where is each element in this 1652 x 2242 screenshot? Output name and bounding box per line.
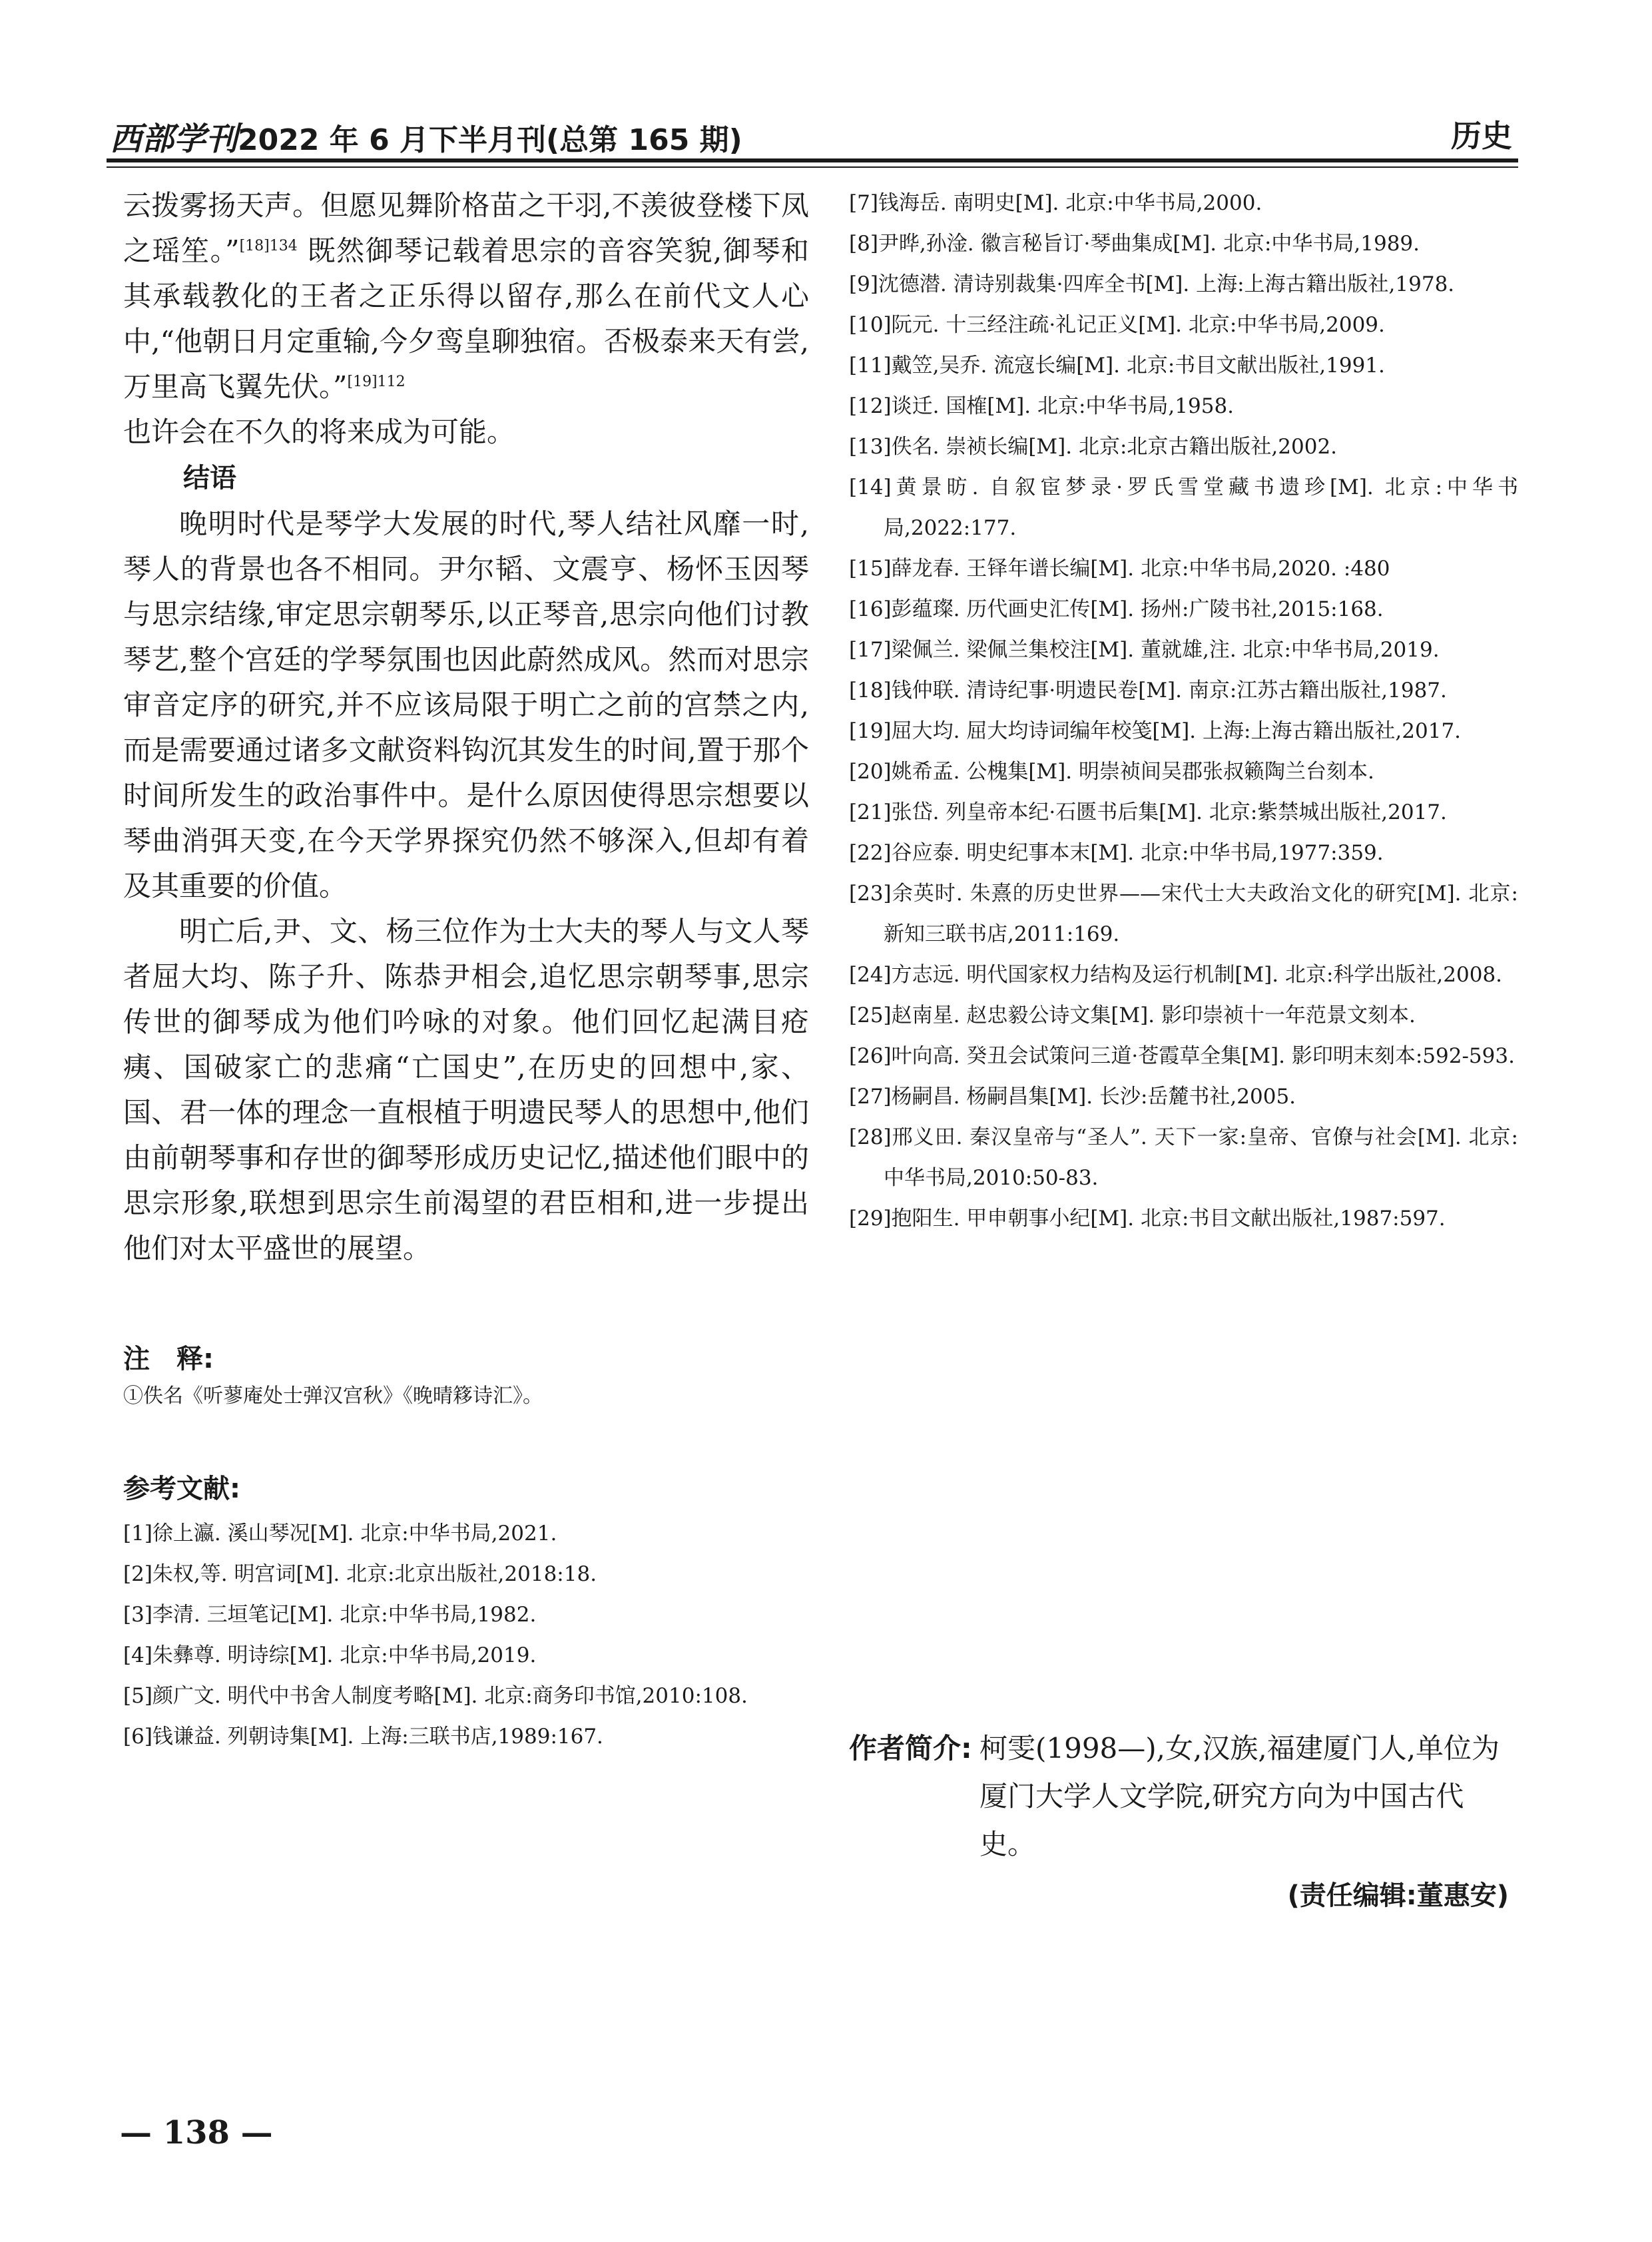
- reference-item: [15]薛龙春. 王铎年谱长编[M]. 北京:中华书局,2020. :480: [849, 557, 1390, 581]
- reference-item: [28]邢义田. 秦汉皇帝与“圣人”. 天下一家:皇帝、官僚与社会[M]. 北京:中华书局,2010:50-83.: [849, 1125, 1518, 1190]
- responsible-editor: (责任编辑:董惠安): [1287, 1880, 1509, 1911]
- author-bio: [849, 1725, 1518, 1868]
- journal-header: [110, 113, 742, 159]
- section-label: 历史: [1451, 118, 1512, 154]
- header-rule: [107, 158, 1518, 162]
- header-rule-thin: [107, 166, 1518, 168]
- conclusion-heading: 结语: [183, 463, 236, 493]
- body-paragraph: [123, 183, 809, 455]
- reference-item: [22]谷应泰. 明史纪事本末[M]. 北京:中华书局,1977:359.: [849, 841, 1384, 865]
- reference-item: [29]抱阳生. 甲申朝事小纪[M]. 北京:书目文献出版社,1987:597.: [849, 1207, 1446, 1231]
- reference-item: [12]谈迁. 国榷[M]. 北京:中华书局,1958.: [849, 394, 1235, 418]
- reference-item: [6]钱谦益. 列朝诗集[M]. 上海:三联书店,1989:167.: [123, 1725, 603, 1749]
- reference-item: [2]朱权,等. 明宫词[M]. 北京:北京出版社,2018:18.: [123, 1562, 597, 1586]
- body-text: 既然御琴记载着思宗的音容笑貌,御琴和其承载教化的王者之正乐得以留存,那么在前代文人心中,“他朝日月定重输,今夕鸾皇聊独宿。否极泰来天有尝,万里高飞翼先伏。”: [123, 234, 809, 403]
- reference-item: [3]李清. 三垣笔记[M]. 北京:中华书局,1982.: [123, 1603, 537, 1627]
- reference-item: [18]钱仲联. 清诗纪事·明遗民卷[M]. 南京:江苏古籍出版社,1987.: [849, 679, 1447, 702]
- author-bio-label: 作者简介:: [849, 1732, 972, 1765]
- references-heading: 参考文献:: [123, 1474, 240, 1504]
- reference-item: [13]佚名. 崇祯长编[M]. 北京:北京古籍出版社,2002.: [849, 435, 1338, 459]
- reference-item: [9]沈德潜. 清诗别裁集·四库全书[M]. 上海:上海古籍出版社,1978.: [849, 272, 1455, 296]
- notes-heading: 注 释:: [123, 1344, 214, 1374]
- body-paragraph: 晚明时代是琴学大发展的时代,琴人结社风靡一时,琴人的背景也各不相同。尹尔韬、文震亨、杨怀玉因琴与思宗结缘,审定思宗朝琴乐,以正琴音,思宗向他们讨教琴艺,整个宫廷的学琴氛围也因此蔚然成风。然而对思宗审音定序的研究,并不应该局限于明亡之前的宫禁之内,而是需要通过诸多文献资料钩沉其发生的时间,置于那个时间所发生的政治事件中。是什么原因使得思宗想要以琴曲消弭天变,在今天学界探究仍然不够深入,但却有着及其重要的价值。: [123, 507, 809, 902]
- reference-item: [10]阮元. 十三经注疏·礼记正义[M]. 北京:中华书局,2009.: [849, 313, 1385, 337]
- body-text: 也许会在不久的将来成为可能。: [123, 416, 515, 448]
- reference-item: [8]尹晔,孙淦. 徽言秘旨订·琴曲集成[M]. 北京:中华书局,1989.: [849, 232, 1420, 256]
- reference-item: [14]黄景昉. 自叙宦梦录·罗氏雪堂藏书遗珍[M]. 北京:中华书局,2022:177.: [849, 475, 1518, 540]
- issue-info: 2022 年 6 月下半月刊(总第 165 期): [238, 123, 742, 157]
- reference-item: [23]余英时. 朱熹的历史世界——宋代士大夫政治文化的研究[M]. 北京:新知三联书店,2011:169.: [849, 882, 1518, 946]
- body-paragraph: 明亡后,尹、文、杨三位作为士大夫的琴人与文人琴者屈大均、陈子升、陈恭尹相会,追忆思宗朝琴事,思宗传世的御琴成为他们吟咏的对象。他们回忆起满目疮痍、国破家亡的悲痛“亡国史”,在历史的回想中,家、国、君一体的理念一直根植于明遗民琴人的思想中,他们由前朝琴事和存世的御琴形成历史记忆,描述他们眼中的思宗形象,联想到思宗生前渴望的君臣相和,进一步提出他们对太平盛世的展望。: [123, 915, 809, 1264]
- reference-item: [7]钱海岳. 南明史[M]. 北京:中华书局,2000.: [849, 191, 1262, 215]
- reference-item: [19]屈大均. 屈大均诗词编年校笺[M]. 上海:上海古籍出版社,2017.: [849, 719, 1462, 743]
- reference-item: [24]方志远. 明代国家权力结构及运行机制[M]. 北京:科学出版社,2008.: [849, 963, 1503, 987]
- note-item: ①佚名《听蓼庵处士弹汉宫秋》《晚晴簃诗汇》。: [123, 1384, 543, 1408]
- reference-item: [11]戴笠,吴乔. 流寇长编[M]. 北京:书目文献出版社,1991.: [849, 354, 1385, 378]
- right-column: [849, 183, 1518, 1239]
- citation-superscript: [18]134: [239, 238, 298, 254]
- page-number: — 138 —: [120, 2114, 273, 2151]
- reference-item: [26]叶向高. 癸丑会试策问三道·苍霞草全集[M]. 影印明末刻本:592-593.: [849, 1044, 1515, 1068]
- journal-logo: 西部学刊: [110, 121, 238, 158]
- reference-item: [21]张岱. 列皇帝本纪·石匮书后集[M]. 北京:紫禁城出版社,2017.: [849, 800, 1447, 824]
- reference-item: [1]徐上瀛. 溪山琴况[M]. 北京:中华书局,2021.: [123, 1522, 557, 1545]
- reference-item: [27]杨嗣昌. 杨嗣昌集[M]. 长沙:岳麓书社,2005.: [849, 1085, 1296, 1109]
- citation-superscript: [19]112: [347, 374, 406, 390]
- reference-item: [16]彭蕴璨. 历代画史汇传[M]. 扬州:广陵书社,2015:168.: [849, 597, 1384, 621]
- reference-item: [4]朱彝尊. 明诗综[M]. 北京:中华书局,2019.: [123, 1643, 537, 1667]
- left-column: [123, 183, 809, 1757]
- body-text: 云拨雾扬天声。但愿见舞阶格苗之干羽,不羡彼登楼下凤之瑶笙。”: [123, 189, 809, 267]
- reference-item: [25]赵南星. 赵忠毅公诗文集[M]. 影印崇祯十一年范景文刻本.: [849, 1003, 1416, 1027]
- reference-item: [20]姚希孟. 公槐集[M]. 明崇祯间吴郡张叔籁陶兰台刻本.: [849, 760, 1374, 784]
- reference-item: [17]梁佩兰. 梁佩兰集校注[M]. 董就雄,注. 北京:中华书局,2019.: [849, 638, 1440, 662]
- author-bio-text: 柯雯(1998—),女,汉族,福建厦门人,单位为厦门大学人文学院,研究方向为中国古代史。: [979, 1732, 1500, 1860]
- reference-item: [5]颜广文. 明代中书舍人制度考略[M]. 北京:商务印书馆,2010:108.: [123, 1684, 748, 1708]
